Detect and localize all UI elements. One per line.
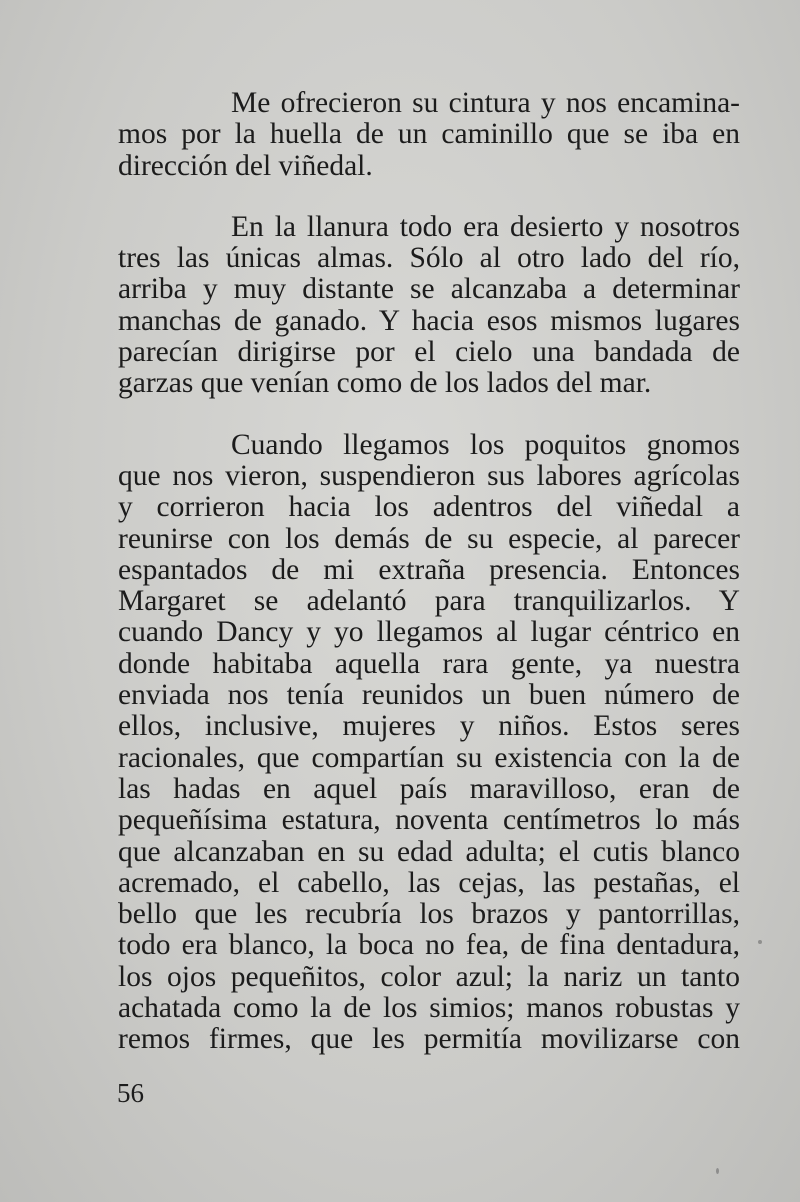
text-line: las hadas en aquel país maravilloso, eran de [118, 772, 740, 805]
page-number: 56 [117, 1078, 144, 1108]
paragraph-2 [118, 212, 740, 400]
text-line: remos firmes, que les permitía movilizarse con [118, 1023, 740, 1056]
text-line: racionales, que compartían su existencia con la de [118, 741, 740, 774]
text-line: bello que les recubría los brazos y pantorrillas, [118, 898, 740, 931]
text-line: achatada como la de los simios; manos robustas y [118, 992, 740, 1025]
text-line: espantados de mi extraña presencia. Entonces [118, 553, 740, 586]
paragraph-1 [118, 88, 740, 182]
text-line: garzas que venían como de los lados del mar. [118, 367, 652, 400]
paper-speck [716, 1168, 719, 1174]
text-line: mos por la huella de un caminillo que se iba en [118, 118, 740, 151]
text-line: todo era blanco, la boca no fea, de fina dentadura, [118, 929, 740, 962]
text-line: enviada nos tenía reunidos un buen número de [118, 679, 740, 712]
text-line: parecían dirigirse por el cielo una bandada de [118, 336, 740, 369]
text-line: ellos, inclusive, mujeres y niños. Estos seres [118, 710, 740, 743]
text-line: y corrieron hacia los adentros del viñedal a [118, 491, 740, 524]
text-line: En la llanura todo era desierto y nosotros [231, 210, 740, 243]
paper-speck [758, 940, 762, 944]
text-line: pequeñísima estatura, noventa centímetros lo más [118, 804, 740, 837]
paragraph-3 [118, 430, 740, 1056]
text-line: Margaret se adelantó para tranquilizarlos. Y [118, 585, 740, 618]
text-line: reunirse con los demás de su especie, al parecer [118, 522, 740, 555]
text-line: dirección del viñedal. [118, 149, 373, 182]
text-line: manchas de ganado. Y hacia esos mismos lugares [118, 304, 740, 337]
text-line: Me ofrecieron su cintura y nos encamina- [231, 87, 740, 119]
text-line: donde habitaba aquella rara gente, ya nuestra [118, 647, 740, 680]
page-body [118, 88, 740, 1056]
text-line: Cuando llegamos los poquitos gnomos [231, 428, 740, 461]
text-line: los ojos pequeñitos, color azul; la nariz un tanto [118, 960, 740, 993]
text-line: arriba y muy distante se alcanzaba a determinar [118, 273, 740, 306]
text-line: cuando Dancy y yo llegamos al lugar céntrico en [118, 616, 740, 649]
text-line: acremado, el cabello, las cejas, las pestañas, el [118, 866, 740, 899]
text-line: tres las únicas almas. Sólo al otro lado del río, [118, 242, 740, 275]
text-line: que nos vieron, suspendieron sus labores agrícolas [118, 459, 740, 492]
text-line: que alcanzaban en su edad adulta; el cutis blanco [118, 835, 740, 868]
